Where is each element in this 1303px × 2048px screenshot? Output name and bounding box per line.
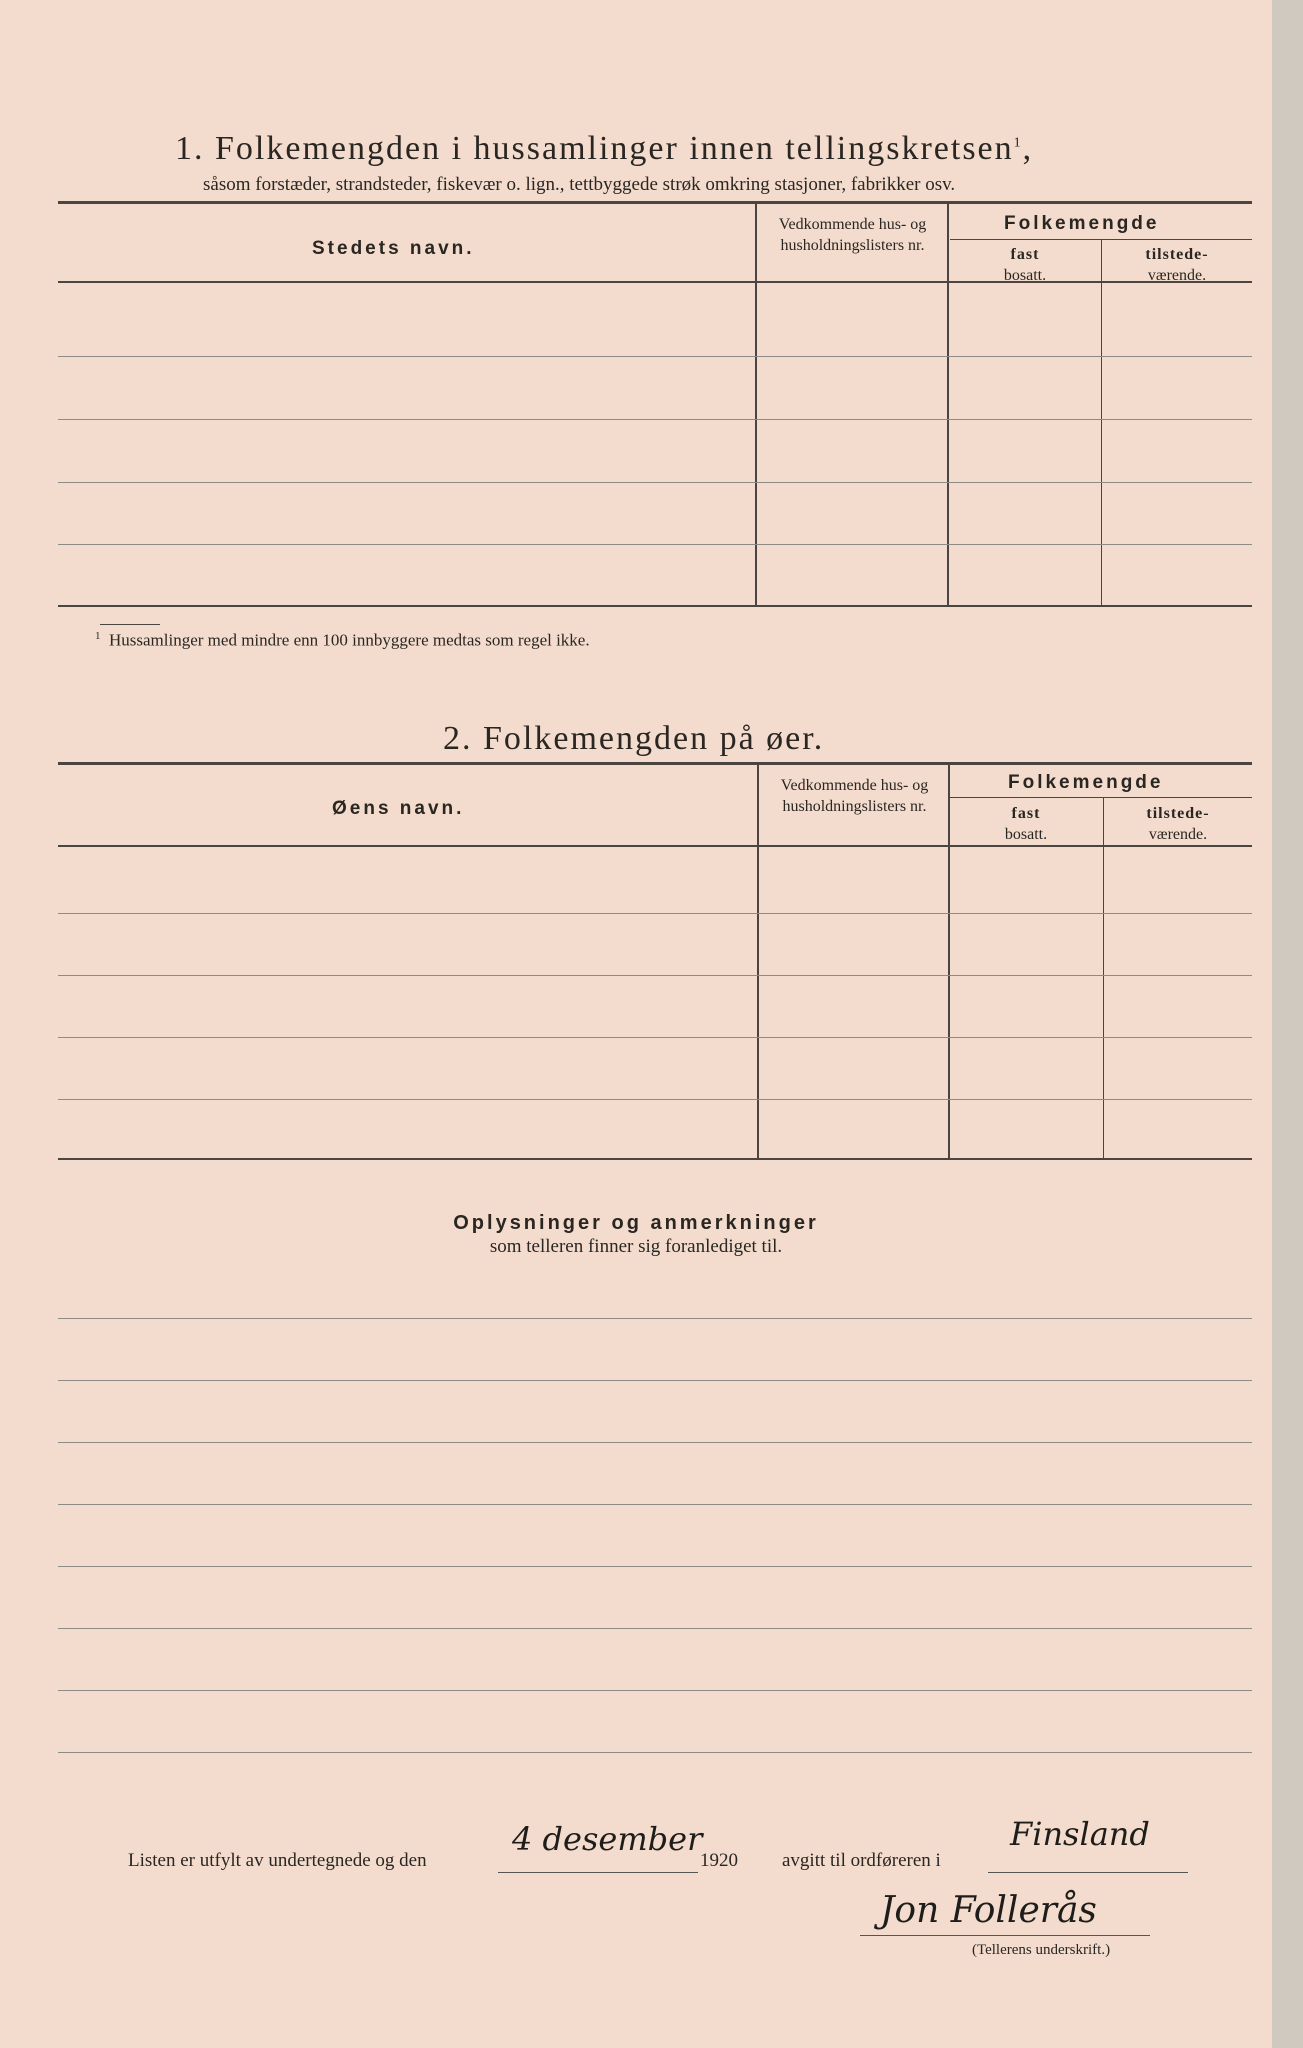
footer-year: 1920 <box>700 1850 738 1871</box>
table1-header-tilstede: tilstede- <box>1145 246 1209 263</box>
table2-header-rule <box>58 845 1252 847</box>
table1-col-divider-3 <box>1101 240 1102 605</box>
table2-bottom-rule <box>58 1158 1252 1160</box>
section3-subtitle: som telleren finner sig foranlediget til. <box>489 1236 783 1257</box>
section3-title: Oplysninger og anmerkninger <box>453 1212 819 1234</box>
table1-top-rule <box>58 201 1252 204</box>
table1-row-line <box>58 482 1252 483</box>
section1-title: 1. Folkemengden i hussamlinger innen tellingskretsen$^1$, <box>175 130 1034 167</box>
table1-header-fast: fast <box>1010 246 1040 263</box>
place-underline <box>988 1872 1188 1873</box>
scan-background-edge <box>1272 0 1303 2048</box>
table2-row-line <box>58 913 1252 914</box>
notes-line <box>58 1504 1252 1505</box>
signature-label: (Tellerens underskrift.) <box>972 1942 1111 1958</box>
table2-row-line <box>58 975 1252 976</box>
table2-group-rule <box>950 797 1252 798</box>
table2-header-bosatt: bosatt. <box>1004 826 1048 843</box>
table2-top-rule <box>58 762 1252 765</box>
table2-header-tilstede: tilstede- <box>1146 805 1210 822</box>
footer-text-before: Listen er utfylt av undertegnede og den <box>128 1850 427 1871</box>
notes-line <box>58 1380 1252 1381</box>
table1-header-list: Vedkommende hus- og husholdningslisters nr. <box>778 216 927 254</box>
table2-col-divider-3 <box>1103 798 1104 1158</box>
table2-header-list: Vedkommende hus- og husholdningslisters nr. <box>780 777 929 815</box>
footnote-rule <box>100 624 160 625</box>
notes-line <box>58 1566 1252 1567</box>
table2-header-group: Folkemengde <box>1008 772 1164 793</box>
table2-header-vaerende: værende. <box>1148 826 1208 843</box>
footer-text-middle: avgitt til ordføreren i <box>782 1850 941 1871</box>
notes-line <box>58 1628 1252 1629</box>
table1-row-line <box>58 419 1252 420</box>
notes-line <box>58 1690 1252 1691</box>
notes-line <box>58 1442 1252 1443</box>
signature-handwritten: Jon Follerås <box>880 1890 1097 1931</box>
table1-row-line <box>58 356 1252 357</box>
section1-subtitle: såsom forstæder, strandsteder, fiskevær o. lign., tettbyggede strøk omkring stasjoner, fabrikker osv. <box>203 174 956 195</box>
table1-bottom-rule <box>58 605 1252 607</box>
notes-line <box>58 1752 1252 1753</box>
date-underline <box>498 1872 698 1873</box>
table2-row-line <box>58 1037 1252 1038</box>
notes-line <box>58 1318 1252 1319</box>
table1-header-bosatt: bosatt. <box>1003 267 1047 284</box>
table1-row-line <box>58 544 1252 545</box>
section2-title: 2. Folkemengden på øer. <box>443 720 825 757</box>
table1-header-group: Folkemengde <box>1004 213 1160 234</box>
table2-header-fast: fast <box>1011 805 1041 822</box>
section1-footnote: $^1$ Hussamlinger med mindre enn 100 innbyggere medtas som regel ikke. <box>95 630 590 650</box>
table2-row-line <box>58 1099 1252 1100</box>
signature-underline <box>860 1935 1150 1936</box>
place-handwritten: Finsland <box>1010 1815 1150 1853</box>
table2-header-name: Øens navn. <box>332 798 465 819</box>
table1-header-vaerende: værende. <box>1147 267 1207 284</box>
date-handwritten: 4 desember <box>512 1820 703 1858</box>
table1-header-name: Stedets navn. <box>312 238 475 259</box>
